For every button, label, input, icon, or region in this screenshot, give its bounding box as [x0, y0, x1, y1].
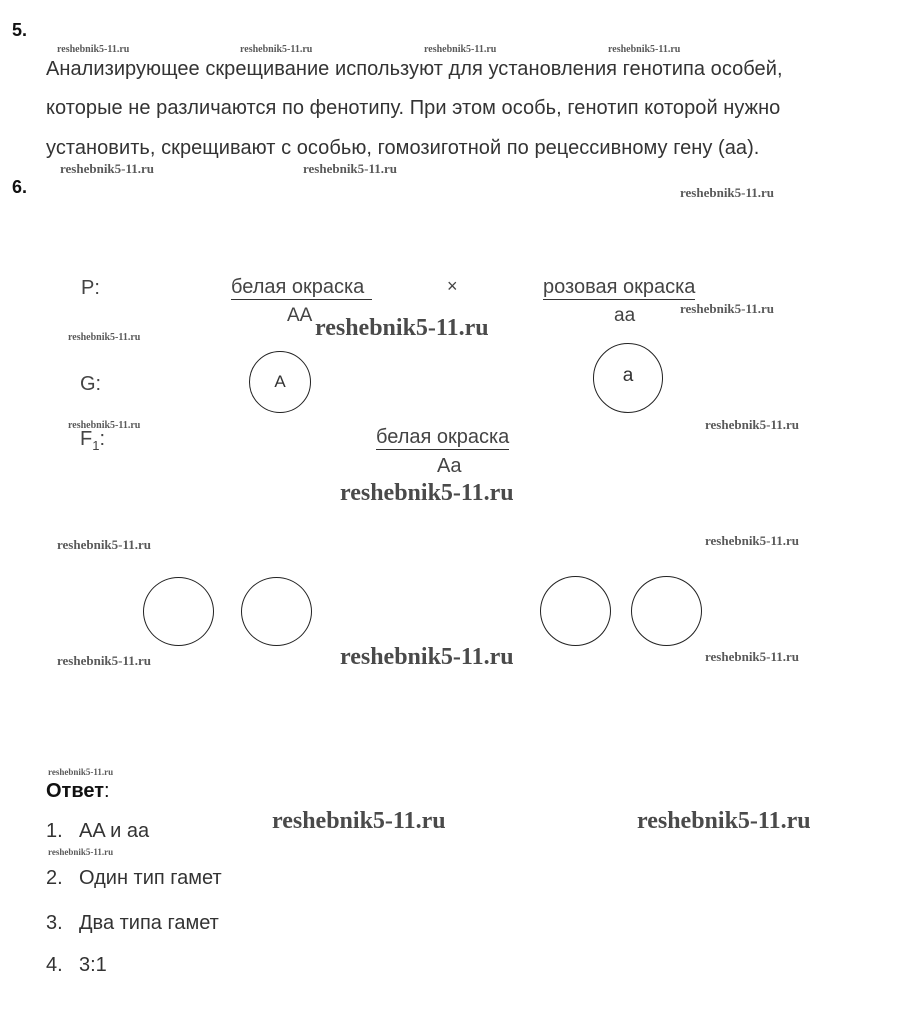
empty-circle-4 [631, 576, 702, 646]
watermark: reshebnik5-11.ru [68, 420, 141, 431]
answer-item-1: 1. AA и aa [46, 820, 150, 842]
g-label: G: [80, 373, 102, 395]
answer-item-2: 2. Один тип гамет [46, 867, 222, 889]
gamete-circle-2 [593, 343, 663, 413]
parent1-phenotype: белая окраска [231, 276, 372, 300]
watermark: reshebnik5-11.ru [60, 161, 155, 176]
answer-title: Ответ: [46, 780, 110, 802]
watermark: reshebnik5-11.ru [705, 533, 800, 548]
answer-item-3: 3. Два типа гамет [46, 912, 219, 934]
watermark: reshebnik5-11.ru [57, 653, 152, 668]
watermark: reshebnik5-11.ru [303, 161, 398, 176]
task-5-line-3: установить, скрещивают с особью, гомозиготной по рецессивному гену (аа). [46, 137, 760, 159]
cross-sign: × [447, 276, 458, 296]
parent2-genotype: aa [614, 305, 636, 326]
watermark: reshebnik5-11.ru [680, 301, 775, 316]
task-5-line-2: которые не различаются по фенотипу. При этом особь, генотип которой нужно [46, 97, 781, 119]
parent1-genotype: AA [287, 305, 313, 326]
task-6-number: 6. [12, 177, 28, 197]
f1-genotype: Aa [437, 455, 462, 477]
answer-item-4: 4. 3:1 [46, 954, 107, 976]
watermark: reshebnik5-11.ru [705, 417, 800, 432]
task-5-line-1: Анализирующее скрещивание используют для установления генотипа особей, [46, 58, 783, 80]
watermark: reshebnik5-11.ru [608, 44, 681, 55]
watermark: reshebnik5-11.ru [57, 537, 152, 552]
f1-phenotype: белая окраска [376, 426, 510, 448]
task-5-number: 5. [12, 20, 28, 40]
watermark: reshebnik5-11.ru [68, 332, 141, 343]
f1-label: $F_1$: [80, 428, 106, 453]
watermark: reshebnik5-11.ru [240, 44, 313, 55]
empty-circle-1 [143, 577, 214, 646]
empty-circle-2 [241, 577, 312, 646]
watermark: reshebnik5-11.ru [340, 480, 514, 506]
empty-circle-3 [540, 576, 611, 646]
watermark: reshebnik5-11.ru [272, 808, 446, 834]
watermark: reshebnik5-11.ru [637, 808, 811, 834]
parent2-phenotype: розовая окраска [543, 276, 696, 298]
watermark: reshebnik5-11.ru [424, 44, 497, 55]
gamete-2-label: a [622, 365, 634, 386]
watermark: reshebnik5-11.ru [48, 767, 114, 777]
watermark: reshebnik5-11.ru [705, 649, 800, 664]
p-label: P: [81, 277, 100, 299]
gamete-circle-1 [249, 351, 311, 413]
watermark: reshebnik5-11.ru [340, 644, 514, 670]
watermark: reshebnik5-11.ru [680, 185, 775, 200]
watermark: reshebnik5-11.ru [57, 44, 130, 55]
gamete-1-label: A [274, 372, 286, 391]
watermark: reshebnik5-11.ru [315, 315, 489, 341]
watermark: reshebnik5-11.ru [48, 847, 114, 857]
